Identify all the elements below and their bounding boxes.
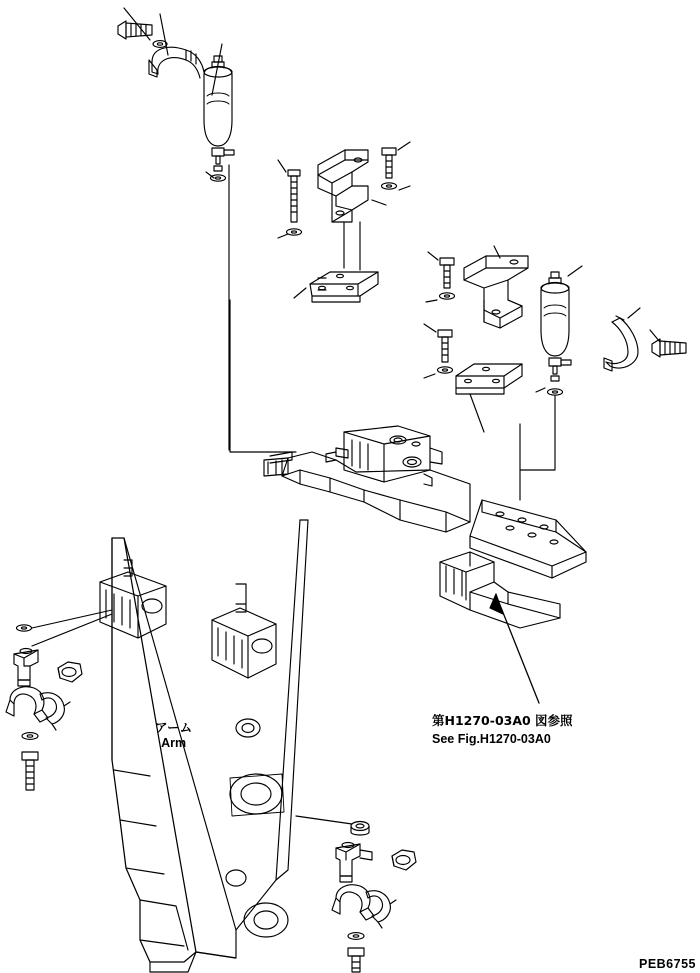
leader-line-accumulator-top: [212, 44, 222, 95]
washer-lower-right: [348, 933, 364, 940]
arm-cylinder-mount-left: [100, 560, 166, 638]
bolt-lower-left: [22, 752, 38, 790]
leader-line-washer-mid-left: [278, 234, 288, 238]
leader-line-washer-top-mid: [399, 186, 410, 190]
elbow-joint-right: [336, 843, 372, 883]
washer-top-mid: [382, 183, 397, 189]
leader-line-washer-acc-right: [536, 388, 545, 392]
arm-boss-main: [230, 774, 284, 816]
leader-line-accum-right-to-valve: [520, 396, 555, 470]
washer-below-accumulator-right: [548, 389, 563, 395]
leader-line-bracket-upper: [372, 200, 386, 205]
bracket-right: [464, 256, 528, 328]
hose-top-left: [149, 47, 204, 78]
hose-right: [604, 316, 638, 371]
leader-line-washer-right-upper: [426, 300, 437, 302]
leader-line-bolt-mid-left: [278, 160, 286, 172]
bolt-mid-left: [288, 170, 300, 222]
washer-right-lower: [438, 367, 453, 373]
washer-right-upper: [440, 293, 455, 299]
valve-block: [326, 426, 442, 486]
arm-label-jp: アーム: [155, 720, 193, 735]
arm-boss-upper: [236, 719, 260, 737]
mounting-pad-right: [470, 500, 586, 578]
bracket-upper: [318, 150, 368, 222]
nut-lower-right: [392, 850, 416, 870]
nut-left: [58, 662, 82, 682]
nut-lower-right-top: [351, 822, 369, 836]
bolt-far-right: [652, 339, 686, 357]
leader-line-accum-to-valve: [230, 300, 296, 452]
leader-line-bolt-right-upper: [428, 252, 438, 260]
reference-note: [432, 712, 573, 748]
leader-line-plate-right-lower: [470, 394, 484, 432]
elbow-joint-left: [14, 649, 38, 687]
lower-bracket-center: [440, 552, 560, 628]
leader-line-accumulator-right: [568, 266, 582, 276]
arm-label: [155, 720, 192, 751]
bolt-top-mid: [382, 148, 396, 178]
bolt-right-lower: [438, 330, 452, 362]
leader-line-bolt-right-lower: [424, 324, 436, 332]
leader-line-hose-right: [628, 308, 640, 318]
washer-mid-left: [287, 229, 302, 235]
clamp-left: [6, 687, 70, 730]
arm-label-en: Arm: [161, 735, 187, 750]
arm-cylinder-mount-right: [212, 584, 276, 678]
leader-line-lower-right-1: [296, 816, 352, 824]
clamp-lower-right: [332, 885, 396, 928]
bolt-right-upper: [440, 258, 454, 288]
reference-note-jp: 第H1270-03A0 図参照: [432, 713, 573, 728]
fitting-below-accumulator-right: [549, 358, 571, 381]
leader-line-bolt-top-mid: [398, 142, 410, 150]
bracket-plate-right-lower: [456, 364, 522, 394]
washer-below-accumulator-left: [211, 175, 226, 181]
washer-lower-left-bottom: [22, 733, 38, 740]
leader-line-bolt-far-right: [650, 330, 660, 342]
washer-lower-left-top: [17, 625, 32, 631]
bolt-lower-right: [348, 948, 364, 972]
figure-code: PEB6755: [638, 957, 696, 971]
leader-line-washer-right-lower: [424, 374, 435, 378]
bracket-lower-left: [310, 272, 378, 302]
reference-note-en: See Fig.H1270-03A0: [432, 732, 551, 747]
accumulator-upper-left: [204, 56, 232, 146]
fitting-below-accumulator-left: [212, 148, 234, 171]
accumulator-right: [541, 272, 569, 356]
arm-structure: [112, 520, 308, 972]
leader-line-washer-acc-left: [206, 172, 214, 178]
leader-line-bracket-lower-left: [294, 288, 306, 298]
